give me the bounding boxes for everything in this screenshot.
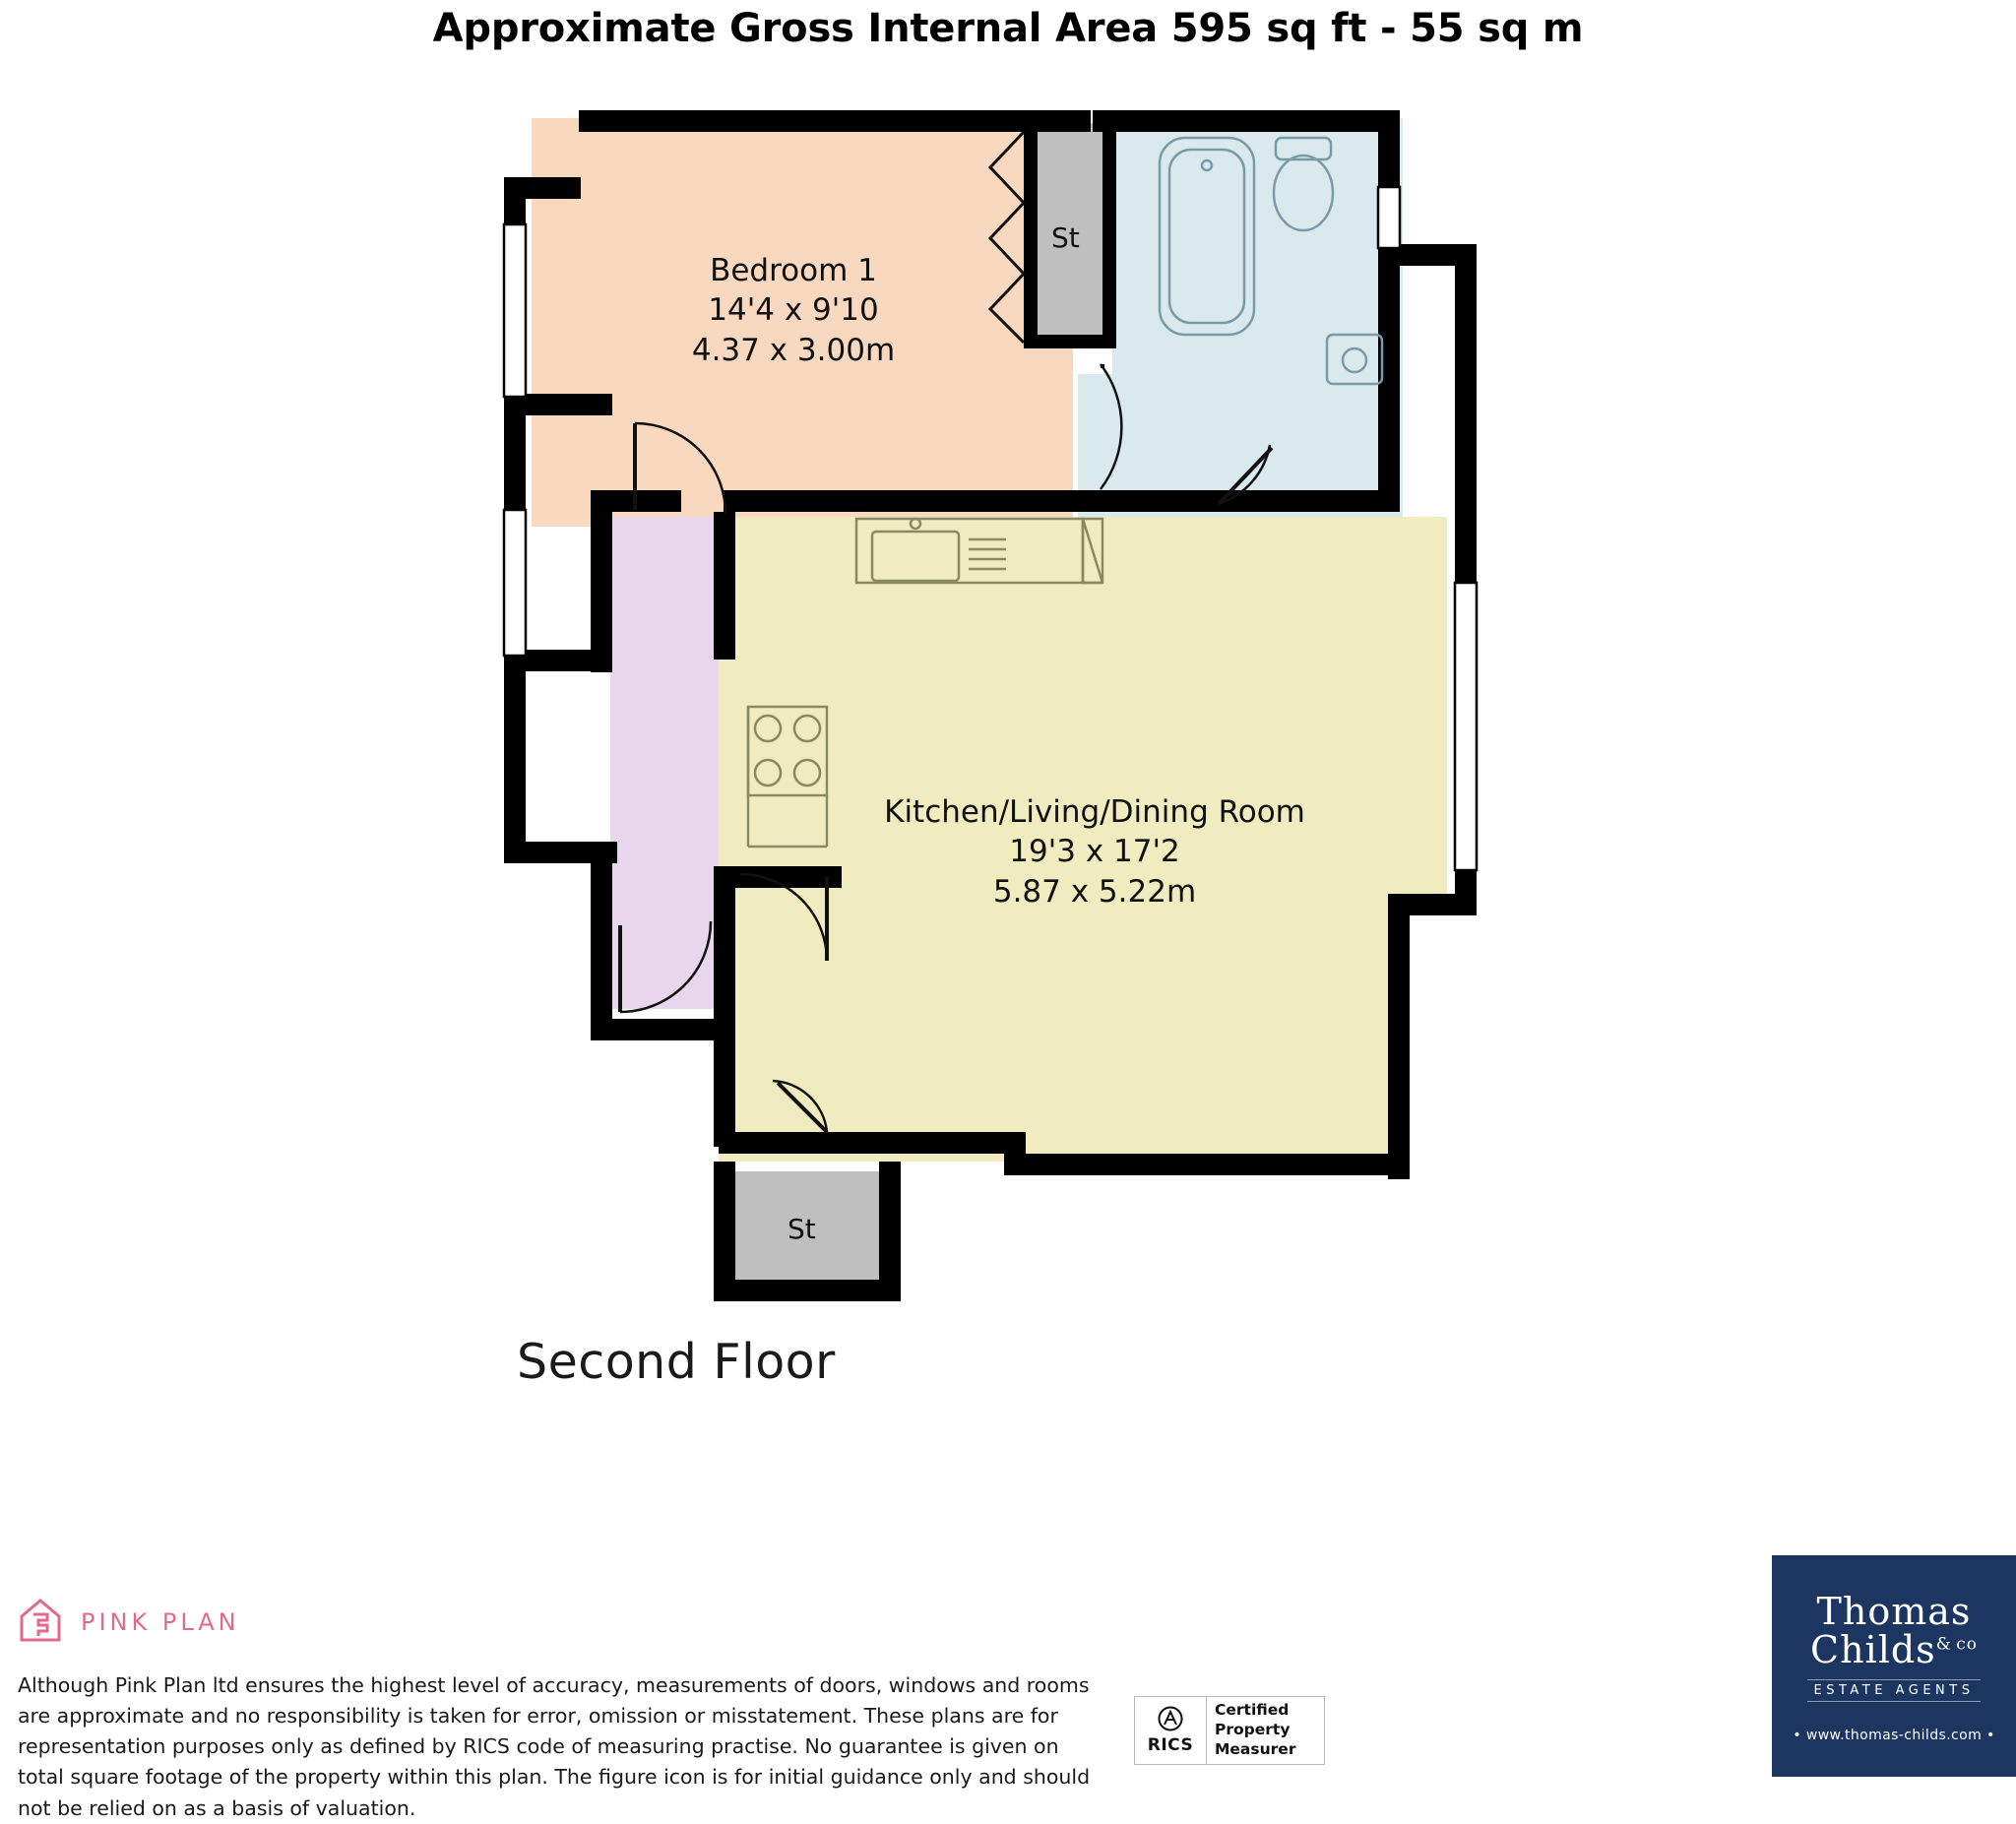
agent-logo (1772, 1555, 2016, 1777)
disclaimer-text: Although Pink Plan ltd ensures the highest level of accuracy, measurements of doors, windows and rooms are approximate and no responsibility is taken for error, omission or misstatement. These plans are for representation purposes only as defined by RICS code of measuring practise. No guarantee is given on total square footage of the property within this plan. The figure icon is for initial guidance only and should not be relied on as a basis of valuation. (18, 1673, 1091, 1820)
agent-subtitle: ESTATE AGENTS (1807, 1679, 1981, 1702)
rics-line-1: Certified (1215, 1701, 1290, 1720)
rics-wordmark: RICS (1147, 1735, 1194, 1755)
agent-name-amp: & co (1935, 1634, 1978, 1655)
rics-mark (1135, 1697, 1207, 1764)
room-name: Kitchen/Living/Dining Room (884, 794, 1305, 830)
rics-text (1207, 1701, 1295, 1759)
rics-line-2: Property (1215, 1721, 1291, 1739)
room-label-bedroom (597, 251, 990, 370)
floor-caption: Second Floor (517, 1334, 836, 1390)
storage-label-lower: St (788, 1213, 816, 1245)
room-fill-bathroom (1078, 118, 1403, 517)
rics-line-3: Measurer (1215, 1739, 1296, 1758)
rics-certified-badge (1134, 1696, 1325, 1765)
room-name: Bedroom 1 (710, 253, 877, 288)
pink-plan-branding (18, 1597, 240, 1648)
storage-label-upper: St (1051, 221, 1080, 254)
rics-logo-icon (1156, 1706, 1185, 1733)
room-label-living (849, 792, 1341, 912)
page-title: Approximate Gross Internal Area 595 sq ft - 55 sq m (432, 6, 1584, 51)
window-bedroom-left (504, 224, 526, 397)
window-living-right (1455, 583, 1477, 870)
house-icon (18, 1597, 63, 1648)
pink-plan-label: PINK PLAN (81, 1608, 240, 1636)
agent-name-line-2 (1772, 1627, 2016, 1671)
agent-name-childs: Childs (1810, 1627, 1936, 1671)
room-dimensions-metric: 4.37 x 3.00m (691, 332, 896, 368)
window-hall-left (504, 510, 526, 656)
window-bathroom-right (1378, 187, 1400, 248)
room-dimensions-imperial: 14'4 x 9'10 (708, 292, 879, 329)
room-dimensions-imperial: 19'3 x 17'2 (1009, 834, 1180, 870)
agent-name-line-1: Thomas (1816, 1590, 1972, 1633)
agent-website: • www.thomas-childs.com • (1793, 1727, 1995, 1743)
room-dimensions-metric: 5.87 x 5.22m (992, 873, 1197, 910)
